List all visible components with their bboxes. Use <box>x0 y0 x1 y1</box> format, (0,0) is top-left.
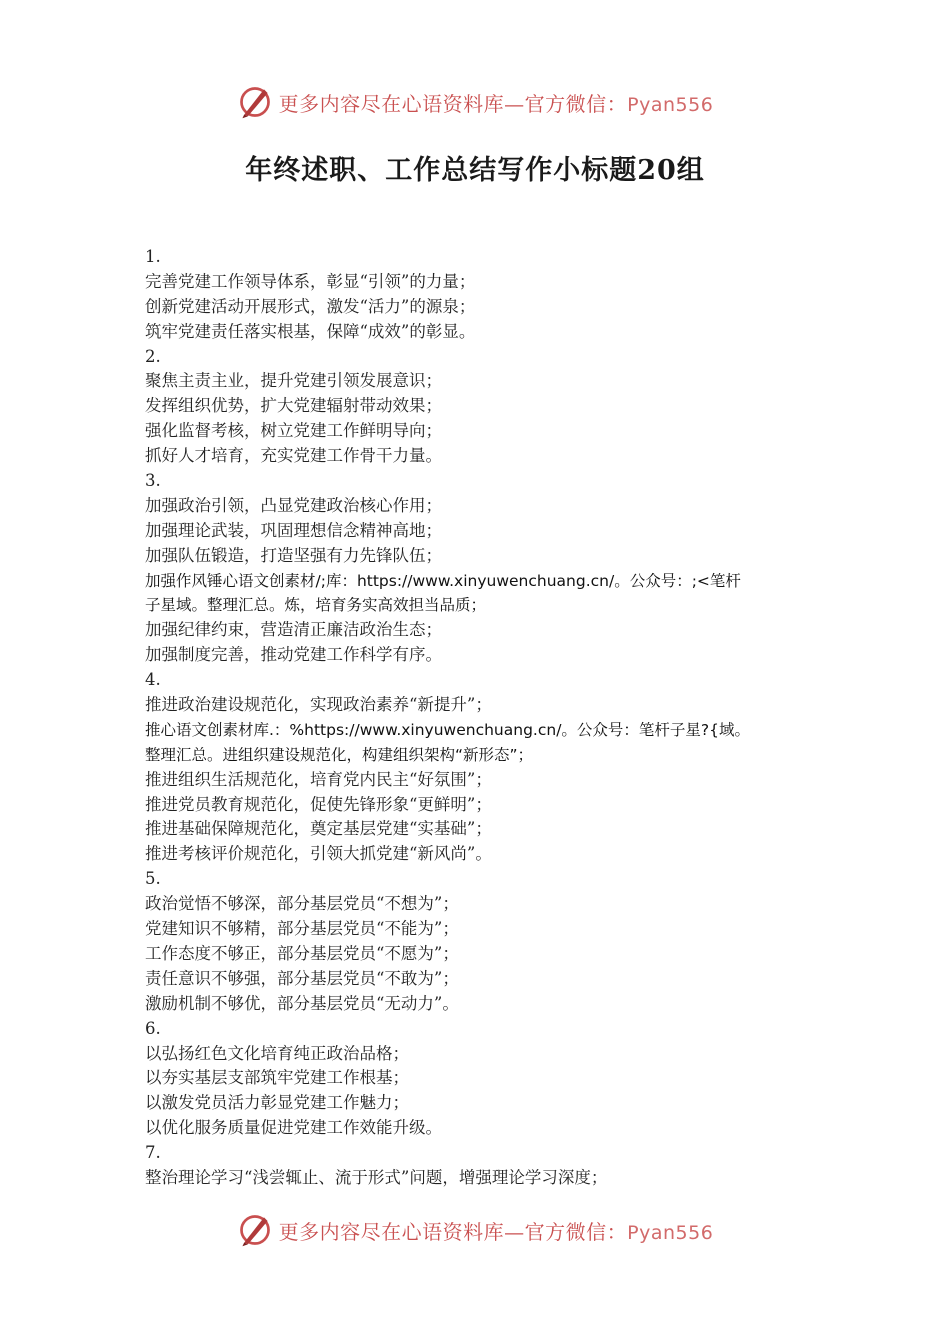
document-line: 党建知识不够精，部分基层党员“不能为”； <box>145 919 459 939</box>
document-line: 工作态度不够正，部分基层党员“不愿为”； <box>145 943 459 963</box>
document-line: 创新党建活动开展形式，激发“活力”的源泉； <box>145 296 476 316</box>
document-line: 以夯实基层支部筑牢党建工作根基； <box>145 1068 409 1088</box>
document-line: 4. <box>145 670 161 690</box>
header-banner-text <box>279 88 714 117</box>
document-line: 加强作风锤心语文创素材/;库：https://www.xinyuwenchuang.cn/。公众号：;<笔杆 <box>145 571 741 590</box>
document-line: 抓好人才培育，充实党建工作骨干力量。 <box>145 446 442 466</box>
document-line: 推心语文创素材库.：%https://www.xinyuwenchuang.cn/。公众号：笔杆子星?{域。 <box>145 720 751 739</box>
document-title: 年终述职、工作总结写作小标题20组 <box>245 155 705 186</box>
document-line: 强化监督考核，树立党建工作鲜明导向； <box>145 421 442 441</box>
footer-banner-label: 更多内容尽在心语资料库—官方微信： <box>278 1219 628 1244</box>
document-line: 3. <box>145 471 161 491</box>
document-line: 完善党建工作领导体系，彰显“引领”的力量； <box>145 271 476 291</box>
document-line: 发挥组织优势，扩大党建辐射带动效果； <box>145 396 442 416</box>
pen-circle-logo-icon <box>237 84 273 120</box>
document-line: 聚焦主责主业，提升党建引领发展意识； <box>145 371 442 391</box>
document-line: 5. <box>145 869 161 889</box>
document-line: 加强政治引领，凸显党建政治核心作用； <box>145 495 442 515</box>
document-line: 以弘扬红色文化培育纯正政治品格； <box>145 1043 409 1063</box>
document-line: 推进考核评价规范化，引领大抓党建“新风尚”。 <box>145 844 492 864</box>
document-line: 推进基础保障规范化，奠定基层党建“实基础”； <box>145 819 492 839</box>
header-wechat-handle: Pyan556 <box>627 93 714 116</box>
document-line: 推进党员教育规范化，促使先锋形象“更鲜明”； <box>145 794 492 814</box>
document-line: 1. <box>145 247 161 266</box>
footer-wechat-handle: Pyan556 <box>627 1221 714 1244</box>
pen-circle-logo-icon <box>237 1212 273 1248</box>
document-line: 整治理论学习“浅尝辄止、流于形式”问题，增强理论学习深度； <box>145 1167 608 1187</box>
document-line: 推进政治建设规范化，实现政治素养“新提升”； <box>145 695 492 715</box>
footer-banner-text <box>279 1216 714 1245</box>
header-banner-label: 更多内容尽在心语资料库—官方微信： <box>278 91 628 116</box>
document-line: 整理汇总。进组织建设规范化，构建组织架构“新形态”； <box>145 745 534 764</box>
footer-banner <box>0 1210 950 1250</box>
document-line: 加强队伍锻造，打造坚强有力先锋队伍； <box>145 545 442 565</box>
document-line: 加强理论武装，巩固理想信念精神高地； <box>145 520 442 540</box>
document-line: 推进组织生活规范化，培育党内民主“好氛围”； <box>145 769 492 789</box>
document-line: 以优化服务质量促进党建工作效能升级。 <box>145 1118 442 1138</box>
document-line: 加强纪律约束，营造清正廉洁政治生态； <box>145 620 442 640</box>
document-line: 政治觉悟不够深，部分基层党员“不想为”； <box>145 894 459 914</box>
document-line: 以激发党员活力彰显党建工作魅力； <box>145 1093 409 1113</box>
header-banner <box>0 82 950 122</box>
document-body <box>145 245 825 1191</box>
document-line: 筑牢党建责任落实根基，保障“成效”的彰显。 <box>145 321 476 341</box>
document-line: 6. <box>145 1018 161 1038</box>
document-line: 子星域。整理汇总。炼，培育务实高效担当品质； <box>145 596 487 615</box>
document-line: 激励机制不够优，部分基层党员“无动力”。 <box>145 993 459 1013</box>
document-line: 责任意识不够强，部分基层党员“不敢为”； <box>145 968 459 988</box>
document-line: 7. <box>145 1143 161 1163</box>
document-line: 2. <box>145 346 161 366</box>
document-line: 加强制度完善，推动党建工作科学有序。 <box>145 645 442 665</box>
